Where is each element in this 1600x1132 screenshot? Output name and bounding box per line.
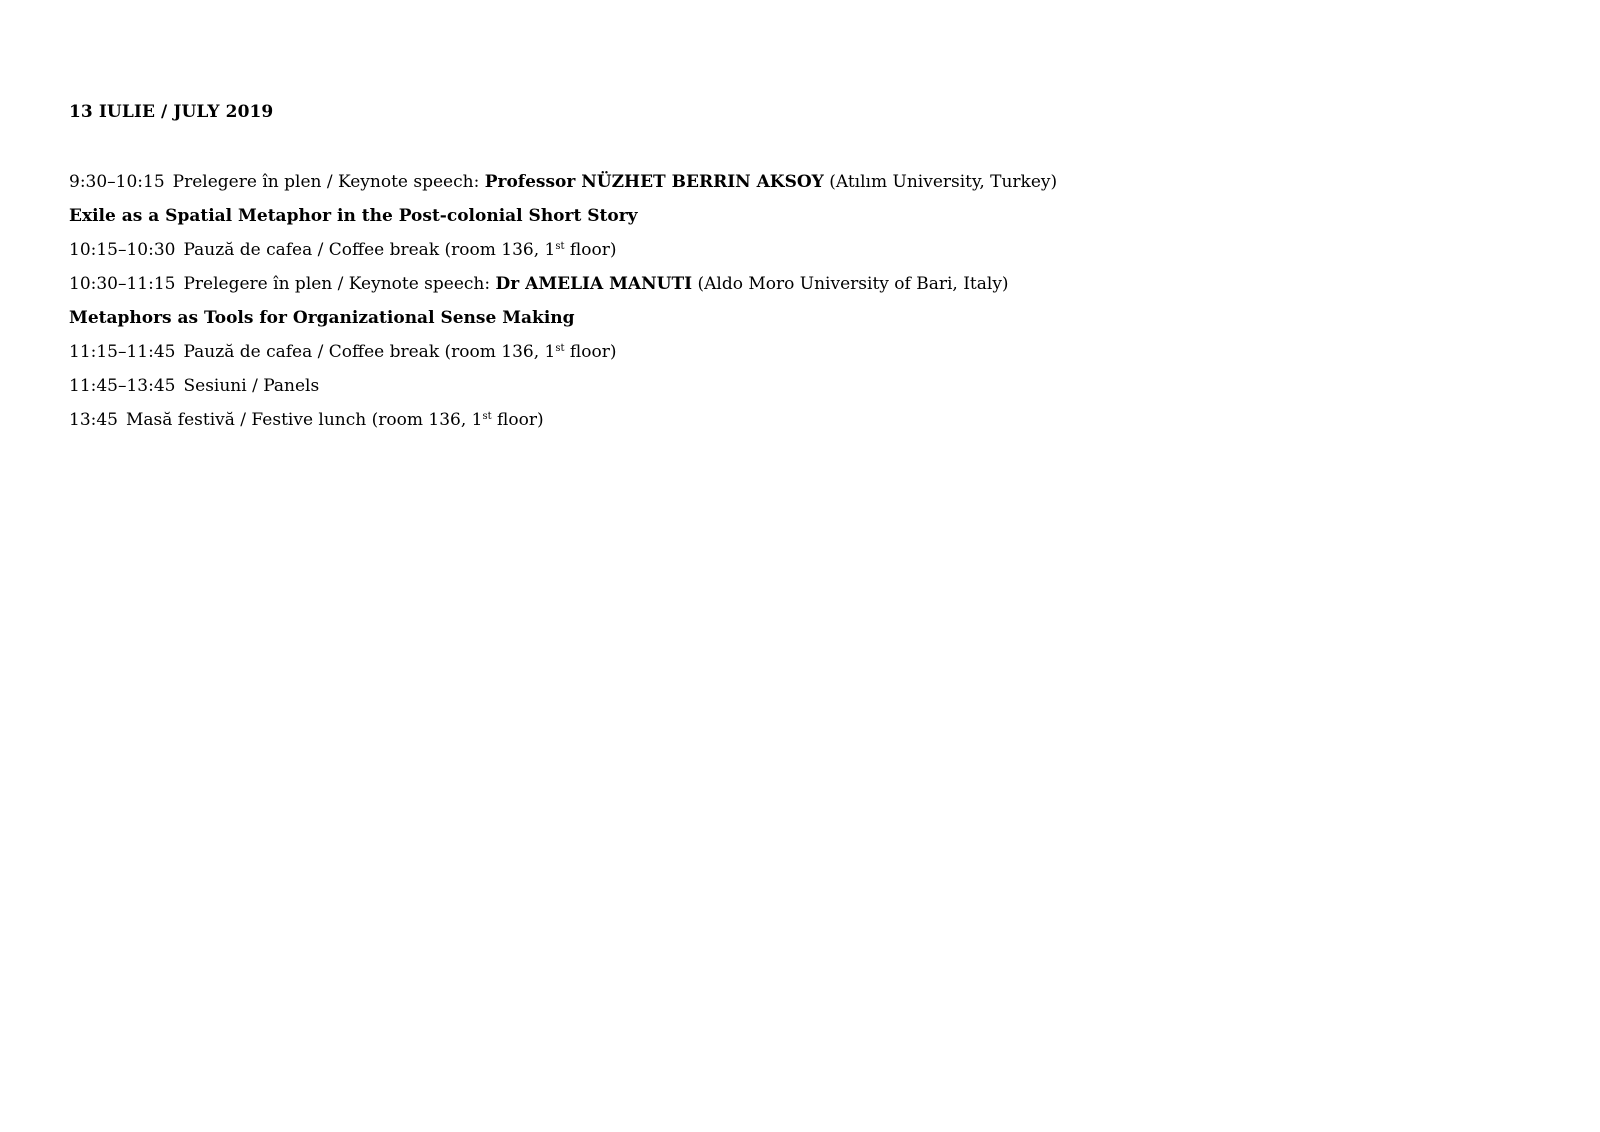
floor-text: floor) — [564, 240, 617, 260]
schedule-row-keynote-2 — [69, 273, 1009, 295]
break-description: Pauză de cafea / Coffee break (room 136, 1 — [183, 342, 556, 362]
time-slot: 10:30–11:15 — [69, 274, 176, 294]
panels-description: Sesiuni / Panels — [183, 376, 320, 396]
time-slot: 10:15–10:30 — [69, 240, 176, 260]
time-slot: 9:30–10:15 — [69, 172, 165, 192]
floor-text: floor) — [564, 342, 617, 362]
schedule-row-coffee-break-2 — [69, 341, 616, 363]
keynote-speaker: Professor NÜZHET BERRIN AKSOY — [484, 172, 824, 192]
ordinal-suffix: st — [482, 411, 492, 422]
ordinal-suffix: st — [555, 343, 565, 354]
keynote-title-1: Exile as a Spatial Metaphor in the Post-colonial Short Story — [69, 206, 638, 226]
break-description: Pauză de cafea / Coffee break (room 136, 1 — [183, 240, 556, 260]
session-type: Prelegere în plen / Keynote speech: — [172, 172, 480, 192]
ordinal-suffix: st — [555, 241, 565, 252]
time-slot: 11:15–11:45 — [69, 342, 176, 362]
keynote-title-2: Metaphors as Tools for Organizational Sense Making — [69, 308, 575, 328]
schedule-row-keynote-1 — [69, 171, 1057, 193]
floor-text: floor) — [491, 410, 544, 430]
speaker-affiliation: (Atılım University, Turkey) — [829, 172, 1058, 192]
day-heading: 13 IULIE / JULY 2019 — [69, 102, 274, 122]
schedule-row-panels — [69, 375, 319, 397]
time-slot: 11:45–13:45 — [69, 376, 176, 396]
speaker-affiliation: (Aldo Moro University of Bari, Italy) — [697, 274, 1009, 294]
schedule-row-coffee-break-1 — [69, 239, 616, 261]
session-type: Prelegere în plen / Keynote speech: — [183, 274, 491, 294]
time-slot: 13:45 — [69, 410, 118, 430]
lunch-description: Masă festivă / Festive lunch (room 136, 1 — [126, 410, 483, 430]
keynote-speaker: Dr AMELIA MANUTI — [495, 274, 693, 294]
schedule-row-lunch — [69, 409, 544, 431]
